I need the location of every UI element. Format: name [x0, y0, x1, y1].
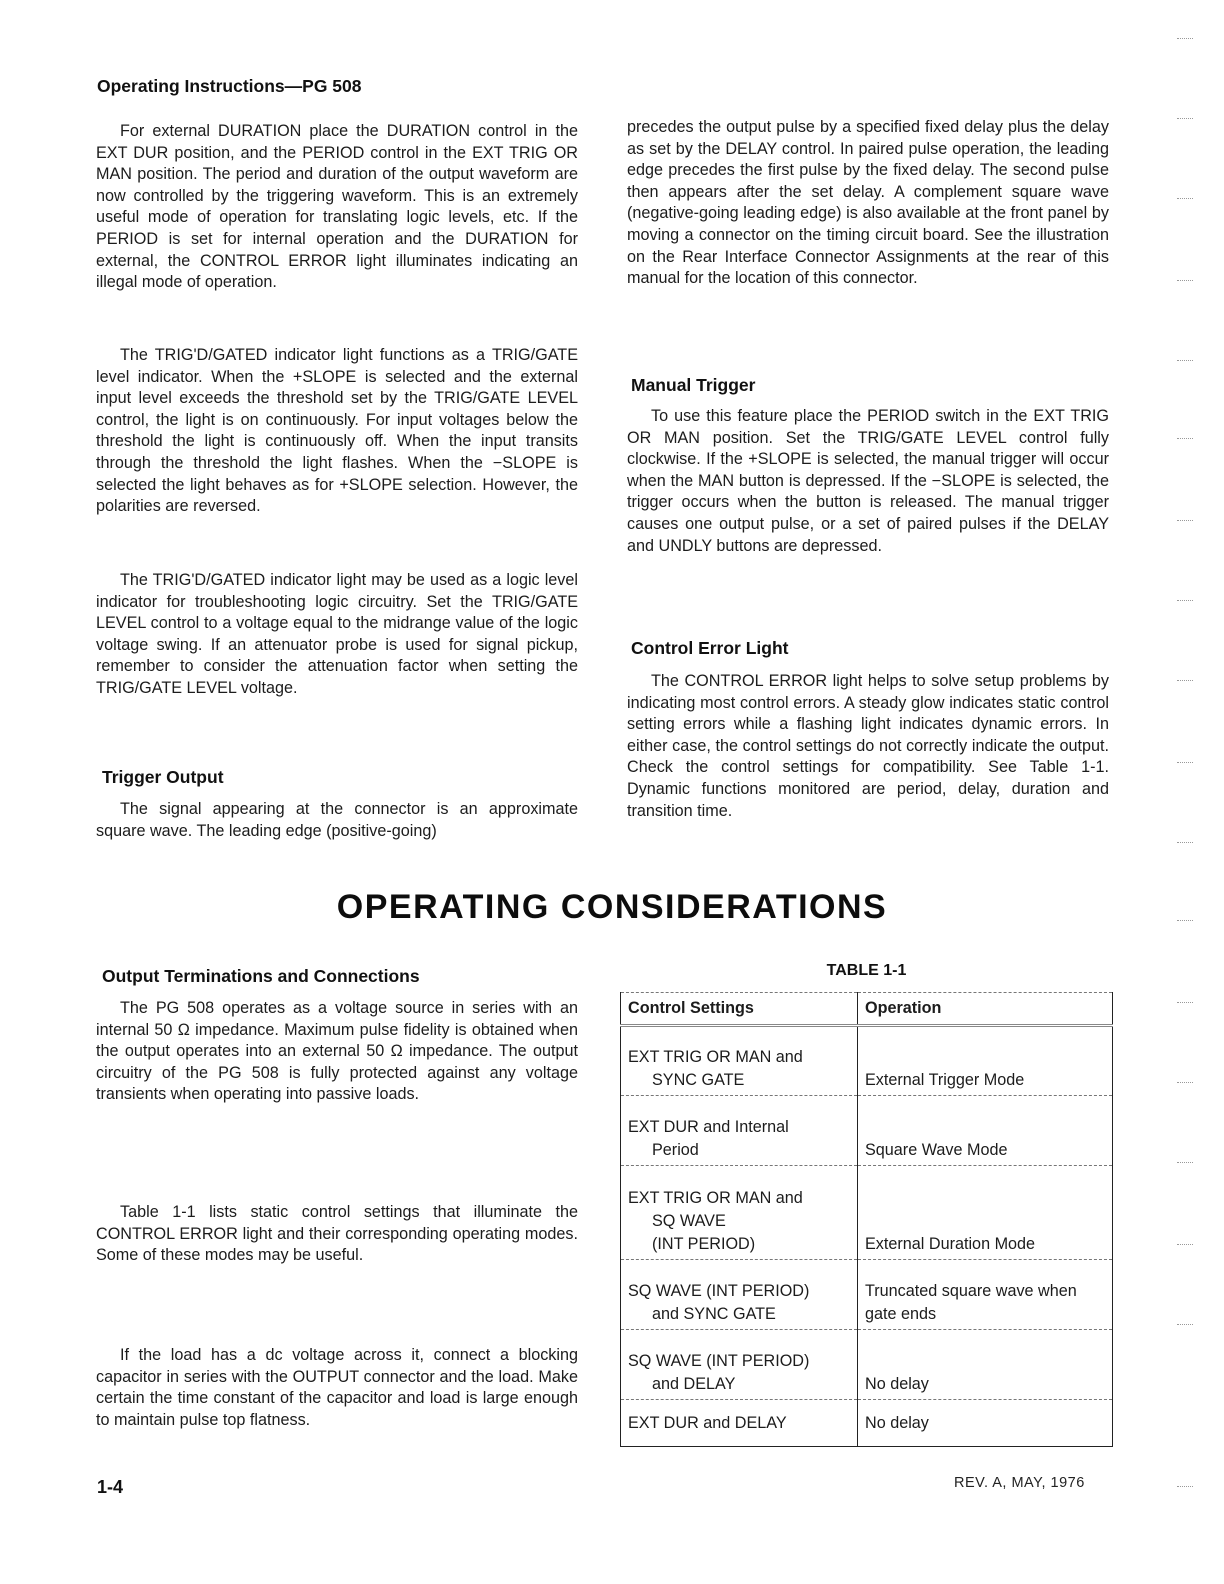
- margin-mark: [1177, 920, 1193, 922]
- paragraph-trigd-gated-indicator: The TRIG'D/GATED indicator light functions as a TRIG/GATE level indicator. When the +SLOPE is selected and the external input level exceeds the threshold set by the TRIG/GATE LEVEL control, the light is on continuously. For input voltages below the threshold the light is continuously off. When the input transits through the threshold the light flashes. When the −SLOPE is selected the light behaves as for +SLOPE selection. However, the polarities are reversed.: [96, 346, 578, 516]
- paragraph-trigger-output: The signal appearing at the connector is an approximate square wave. The leading edge (positive-going): [96, 800, 578, 840]
- paragraph-trigger-output-continued: precedes the output pulse by a specified fixed delay plus the delay as set by the DELAY control. In paired pulse operation, the leading edge precedes the first pulse by the fixed delay. The second pulse then appears after the set delay. A complement square wave (negative-going leading edge) is also available at the front panel by moving a connector on the timing circuit board. See the illustration on the Rear Interface Connector Assignments at the rear of this manual for the location of this connector.: [627, 118, 1109, 288]
- cell-control-setting: [621, 1330, 858, 1400]
- paragraph-control-error-light: The CONTROL ERROR light helps to solve setup problems by indicating most control errors. A steady glow indicates static control setting errors while a flashing light indicates dynamic errors. In either case, the control settings do not correctly indicate the output. Check the control settings for compatibility. See Table 1-1. Dynamic functions monitored are period, delay, duration and transition time.: [627, 672, 1109, 820]
- cell-operation: External Trigger Mode: [858, 1026, 1113, 1096]
- paragraph-manual-trigger: To use this feature place the PERIOD switch in the EXT TRIG OR MAN position. Set the TRIG/GATE LEVEL control fully clockwise. If the +SLOPE is selected, the manual trigger will occur when the MAN button is depressed. If the −SLOPE is selected, the trigger occurs when the button is released. The manual trigger causes one output pulse, or a set of paired pulses if the DELAY and UNDLY buttons are depressed.: [627, 407, 1109, 555]
- setting-line-indented: SYNC GATE: [652, 1071, 745, 1089]
- paragraph-logic-level-indicator: The TRIG'D/GATED indicator light may be used as a logic level indicator for troubleshooting logic circuitry. Set the TRIG/GATE LEVEL control to a voltage equal to the midrange value of the logic voltage swing. If an attenuator probe is used for signal pickup, remember to consider the attenuation factor when setting the TRIG/GATE LEVEL voltage.: [96, 571, 578, 697]
- heading-control-error-light: Control Error Light: [631, 638, 789, 658]
- margin-mark: [1177, 1486, 1193, 1488]
- table-row: [621, 1400, 1113, 1447]
- margin-mark: [1177, 680, 1193, 682]
- table-caption: TABLE 1-1: [826, 962, 907, 979]
- cell-control-setting: [621, 1260, 858, 1330]
- page-number: 1-4: [97, 1477, 124, 1497]
- section-title-operating-considerations: OPERATING CONSIDERATIONS: [336, 888, 888, 926]
- margin-mark: [1177, 1082, 1193, 1084]
- paragraph-blocking-capacitor: If the load has a dc voltage across it, connect a blocking capacitor in series with the OUTPUT connector and the load. Make certain the time constant of the capacitor and load is large enough to maintain pulse top flatness.: [96, 1346, 578, 1429]
- setting-line: EXT DUR and Internal: [628, 1118, 789, 1136]
- margin-mark: [1177, 1002, 1193, 1004]
- cell-control-setting: [621, 1096, 858, 1166]
- setting-line: EXT TRIG OR MAN and: [628, 1048, 803, 1066]
- table-header-row: [621, 993, 1113, 1026]
- heading-manual-trigger: Manual Trigger: [631, 375, 756, 395]
- margin-mark: [1177, 1244, 1193, 1246]
- heading-trigger-output: Trigger Output: [102, 767, 224, 787]
- cell-operation: External Duration Mode: [858, 1166, 1113, 1260]
- margin-mark: [1177, 360, 1193, 362]
- column-header-operation: Operation: [858, 993, 1113, 1026]
- revision-date: REV. A, MAY, 1976: [954, 1475, 1085, 1491]
- cell-control-setting: [621, 1166, 858, 1260]
- setting-line-indented: SQ WAVE (INT PERIOD): [652, 1212, 756, 1253]
- paragraph-table-reference: Table 1-1 lists static control settings that illuminate the CONTROL ERROR light and their corresponding operating modes. Some of these modes may be useful.: [96, 1203, 578, 1265]
- margin-mark: [1177, 1324, 1193, 1326]
- setting-line-indented: and DELAY: [652, 1375, 736, 1393]
- cell-control-setting: [621, 1026, 858, 1096]
- setting-line-indented: and SYNC GATE: [652, 1305, 776, 1323]
- control-settings-table: [620, 992, 1113, 1447]
- paragraph-output-impedance: The PG 508 operates as a voltage source in series with an internal 50 Ω impedance. Maximum pulse fidelity is obtained when the output operates into an external 50 Ω impedance. The output circuitry of the PG 508 is fully protected against any voltage transients when operating into passive loads.: [96, 999, 578, 1104]
- table-row: [621, 1096, 1113, 1166]
- paragraph-external-duration: For external DURATION place the DURATION control in the EXT DUR position, and the PERIOD control in the EXT TRIG OR MAN position. The period and duration of the output waveform are now controlled by the triggering waveform. This is an extremely useful mode of operation for translating logic levels, etc. If the PERIOD is set for internal operation and the DURATION for external, the CONTROL ERROR light illuminates indicating an illegal mode of operation.: [96, 122, 578, 292]
- page-heading: Operating Instructions—PG 508: [97, 76, 362, 96]
- setting-line-indented: Period: [652, 1141, 699, 1159]
- heading-output-terminations: Output Terminations and Connections: [102, 966, 420, 986]
- margin-mark: [1177, 198, 1193, 200]
- cell-operation: Square Wave Mode: [858, 1096, 1113, 1166]
- cell-operation: Truncated square wave when gate ends: [858, 1260, 1113, 1330]
- setting-line: EXT TRIG OR MAN and: [628, 1189, 803, 1207]
- table-row: [621, 1166, 1113, 1260]
- setting-line: SQ WAVE (INT PERIOD): [628, 1282, 810, 1300]
- margin-mark: [1177, 438, 1193, 440]
- cell-control-setting: [621, 1400, 858, 1447]
- margin-mark: [1177, 118, 1193, 120]
- cell-operation: No delay: [858, 1330, 1113, 1400]
- margin-mark: [1177, 842, 1193, 844]
- cell-operation: No delay: [858, 1400, 1113, 1447]
- setting-line: EXT DUR and DELAY: [628, 1413, 787, 1432]
- margin-mark: [1177, 762, 1193, 764]
- column-header-control-settings: Control Settings: [621, 993, 858, 1026]
- table-row: [621, 1330, 1113, 1400]
- margin-mark: [1177, 280, 1193, 282]
- margin-mark: [1177, 38, 1193, 40]
- table-row: [621, 1260, 1113, 1330]
- table-row: [621, 1026, 1113, 1096]
- margin-mark: [1177, 520, 1193, 522]
- margin-mark: [1177, 600, 1193, 602]
- margin-mark: [1177, 1162, 1193, 1164]
- setting-line: SQ WAVE (INT PERIOD): [628, 1352, 810, 1370]
